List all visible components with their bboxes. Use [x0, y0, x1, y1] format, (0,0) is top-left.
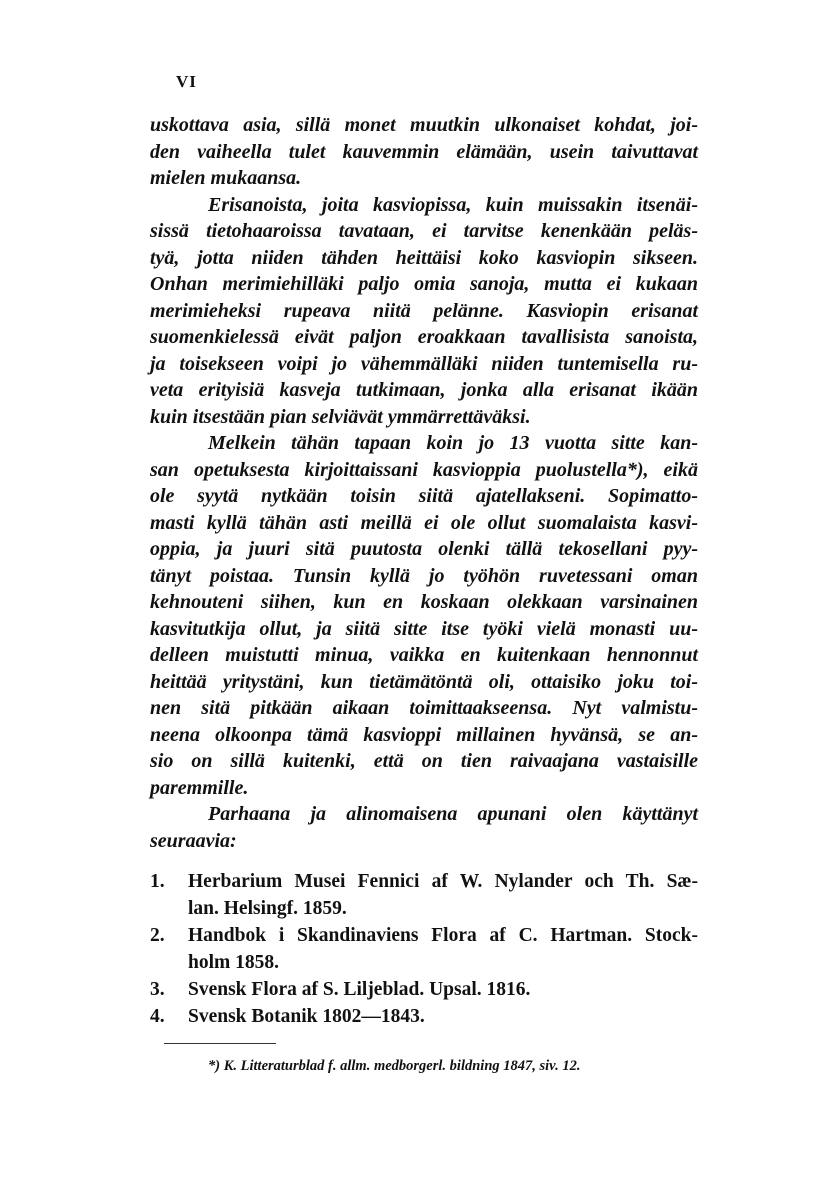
text-line: Melkein tähän tapaan koin jo 13 vuotta sitte kan-: [208, 432, 698, 454]
text-line: san opetuksesta kirjoittaissani kasvioppia puolustella*), eikä: [150, 458, 698, 481]
reference-list: [150, 868, 698, 1030]
text-line: sio on sillä kuitenki, että on tien raivaajana vastaisille: [150, 750, 698, 772]
text-line: seuraavia:: [150, 829, 237, 852]
reference-item: [150, 922, 698, 976]
reference-text: Svensk Botanik 1802—1843.: [188, 1006, 425, 1027]
text-line: kehnouteni siihen, kun en koskaan olekkaan varsinainen: [150, 591, 698, 613]
paragraph: [150, 192, 698, 431]
reference-number: 4.: [150, 1006, 165, 1027]
reference-text: Herbarium Musei Fennici af W. Nylander och Th. Sæ-: [188, 871, 698, 892]
text-line: sissä tietohaaroissa tavataan, ei tarvitse kenenkään peläs-: [150, 220, 698, 242]
paragraph: [150, 801, 698, 854]
text-line: Parhaana ja alinomaisena apunani olen käyttänyt: [208, 803, 698, 825]
text-line: heittää yritystäni, kun tietämätöntä oli, ottaisiko joku toi-: [150, 670, 698, 693]
text-line: oppia, ja juuri sitä puutosta olenki tällä tekosellani pyy-: [150, 538, 698, 560]
reference-text: holm 1858.: [188, 952, 280, 973]
reference-text: lan. Helsingf. 1859.: [188, 898, 347, 919]
reference-text: Svensk Flora af S. Liljeblad. Upsal. 1816.: [188, 979, 531, 1000]
text-line: tyä, jotta niiden tähden heittäisi koko kasviopin sikseen.: [150, 246, 698, 269]
reference-text: Handbok i Skandinaviens Flora af C. Hartman. Stock-: [188, 925, 698, 946]
text-line: mielen mukaansa.: [150, 167, 302, 189]
text-line: ja toisekseen voipi jo vähemmälläki niiden tuntemisella ru-: [150, 352, 698, 375]
reference-number: 3.: [150, 979, 165, 1000]
text-line: ole syytä nytkään toisin siitä ajatellakseni. Sopimatto-: [150, 485, 698, 507]
text-line: tänyt poistaa. Tunsin kyllä jo työhön ruvetessani oman: [150, 564, 698, 587]
reference-number: 1.: [150, 871, 165, 892]
text-line: merimieheksi rupeava niitä pelänne. Kasviopin erisanat: [150, 299, 698, 322]
text-line: Onhan merimiehilläki paljo omia sanoja, mutta ei kukaan: [150, 273, 698, 295]
paragraph: [150, 112, 698, 192]
page-number: VI: [176, 72, 197, 91]
text-line: uskottava asia, sillä monet muutkin ulkonaiset kohdat, joi-: [150, 114, 698, 136]
reference-item: [150, 976, 698, 1003]
reference-number: 2.: [150, 925, 165, 946]
text-line: neena olkoonpa tämä kasvioppi millainen hyvänsä, se an-: [150, 723, 698, 746]
paragraph: [150, 430, 698, 801]
text-line: den vaiheella tulet kauvemmin elämään, usein taivuttavat: [150, 140, 698, 163]
text-line: nen sitä pitkään aikaan toimittaakseensa. Nyt valmistu-: [150, 697, 698, 719]
text-line: masti kyllä tähän asti meillä ei ole ollut suomalaista kasvi-: [150, 511, 698, 534]
text-line: paremmille.: [150, 776, 249, 799]
reference-item: [150, 1003, 698, 1030]
text-line: delleen muistutti minua, vaikka en kuitenkaan hennonnut: [150, 644, 698, 666]
text-line: kuin itsestään pian selviävät ymmärrettäväksi.: [150, 405, 531, 428]
text-line: kasvitutkija ollut, ja siitä sitte itse työki vielä monasti uu-: [150, 617, 698, 640]
body-text: [150, 112, 698, 854]
reference-item: [150, 868, 698, 922]
text-line: Erisanoista, joita kasviopissa, kuin muissakin itsenäi-: [208, 193, 698, 216]
text-line: suomenkielessä eivät paljon eroakkaan tavallisista sanoista,: [150, 326, 698, 348]
footnote: *) K. Litteraturblad f. allm. medborgerl. bildning 1847, siv. 12.: [208, 1058, 581, 1074]
footnote-rule: [164, 1043, 276, 1044]
text-line: veta erityisiä kasveja tutkimaan, jonka alla erisanat ikään: [150, 379, 698, 401]
